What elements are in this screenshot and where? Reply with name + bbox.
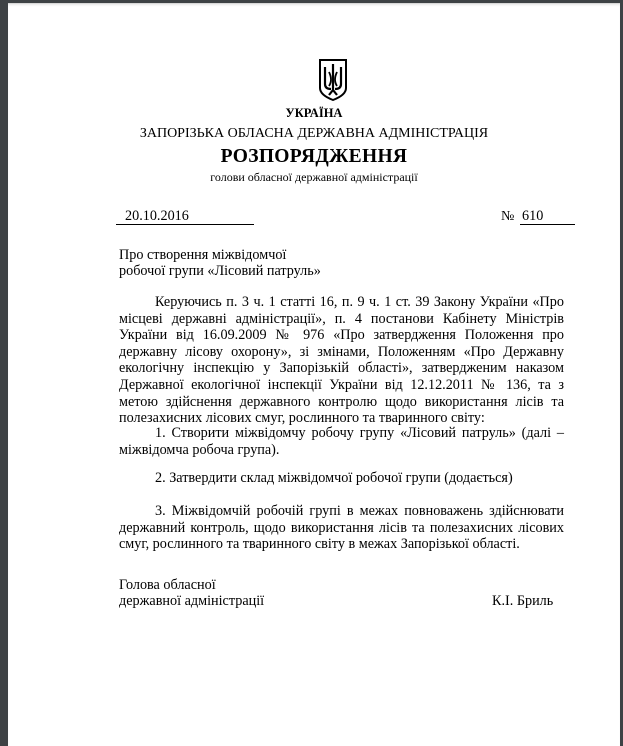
document-date: 20.10.2016 bbox=[116, 209, 254, 225]
signatory-title-line-2: державної адміністрації bbox=[119, 593, 265, 609]
item-2-paragraph bbox=[119, 470, 564, 487]
subject-line-2: робочої групи «Лісовий патруль» bbox=[119, 263, 321, 279]
country-heading: УКРАЇНА bbox=[285, 106, 343, 120]
document-type-title: РОЗПОРЯДЖЕННЯ bbox=[220, 146, 408, 167]
authority-heading: ЗАПОРІЗЬКА ОБЛАСНА ДЕРЖАВНА АДМІНІСТРАЦІЯ bbox=[139, 126, 489, 141]
signatory-name: К.І. Бриль bbox=[492, 593, 554, 609]
preamble-text: Керуючись п. 3 ч. 1 статті 16, п. 9 ч. 1 ст. 39 Закону України «Про місцеві державні адміністрації», п. 4 постанови Кабінету Міністрів України від 16.09.2009 № 976 «Про затвердження Положення про державну лісову охорону», зі змінами, Положенням «Про Державну екологічну інспекцію у Запорізькій області», затвердженим наказом Державної екологічної інспекції України від 12.12.2011 № 136, та з метою здійснення державного контролю щодо використання лісів та полезахисних лісових смуг, рослинного та тваринного світу: bbox=[119, 294, 564, 427]
item-1-paragraph bbox=[119, 425, 564, 458]
item-2-text: 2. Затвердити склад міжвідомчої робочої групи (додається) bbox=[155, 470, 513, 486]
trident-coat-of-arms-icon bbox=[318, 58, 348, 101]
subject-block bbox=[119, 247, 321, 279]
document-page bbox=[8, 3, 620, 746]
subject-line-1: Про створення міжвідомчої bbox=[119, 247, 287, 263]
signatory-title-line-1: Голова обласної bbox=[119, 577, 216, 593]
document-number: 610 bbox=[520, 209, 575, 225]
issuer-subtitle: голови обласної державної адміністрації bbox=[210, 170, 418, 184]
preamble-paragraph bbox=[119, 294, 564, 427]
item-3-text: 3. Міжвідомчій робочій групі в межах повноважень здійснювати державний контроль, щодо використання лісів та полезахисних лісових смуг, рослинного та тваринного світу в межах Запорізької області. bbox=[119, 503, 564, 553]
number-label: № bbox=[501, 209, 515, 224]
item-1-text: 1. Створити міжвідомчу робочу групу «Лісовий патруль» (далі – міжвідомча робоча група). bbox=[119, 425, 564, 458]
item-3-paragraph bbox=[119, 503, 564, 553]
